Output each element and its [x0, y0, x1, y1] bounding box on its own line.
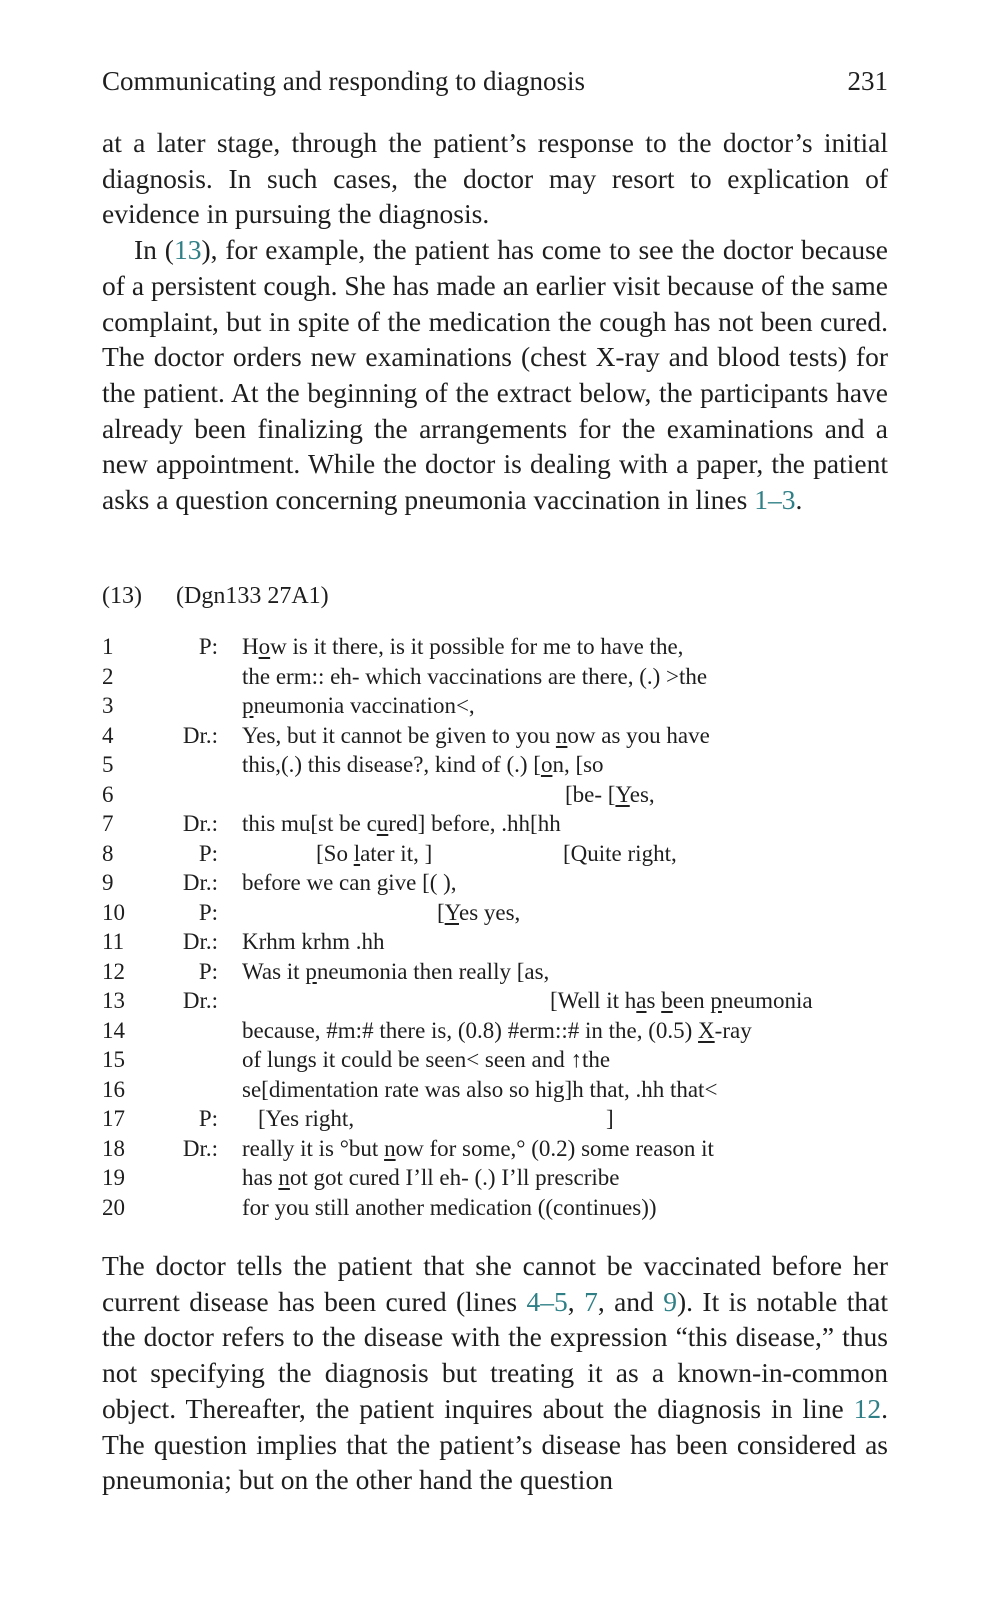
transcript-line — [0, 721, 988, 751]
transcript-line — [0, 780, 988, 810]
speaker-label: P: — [198, 1106, 218, 1131]
utterance: [Yes right, — [258, 1106, 355, 1131]
line-number: 13 — [102, 988, 125, 1013]
transcript-line — [0, 1193, 988, 1223]
utterance: has not got cured I’ll eh- (.) I’ll prescribe — [242, 1165, 620, 1190]
speaker-label: Dr.: — [182, 722, 218, 748]
speaker-label: Dr.: — [182, 988, 218, 1013]
utterance: this,(.) this disease?, kind of (.) [on, [so — [242, 752, 604, 777]
utterance: the erm:: eh- which vaccinations are there, (.) >the — [242, 663, 708, 689]
line-reference-link[interactable]: 12 — [853, 1392, 882, 1424]
utterance: [Quite right, — [563, 840, 677, 866]
transcript-line — [0, 1075, 988, 1105]
running-title: Communicating and responding to diagnosis — [102, 66, 585, 96]
transcript-line — [0, 809, 988, 839]
transcript-line — [0, 1134, 988, 1164]
speaker-label: Dr.: — [182, 870, 218, 895]
speaker-label: Dr.: — [182, 811, 218, 836]
transcript-line — [0, 1045, 988, 1075]
utterance: before we can give [( ), — [242, 870, 457, 895]
line-number: 17 — [102, 1106, 125, 1131]
utterance: of lungs it could be seen< seen and ↑the — [242, 1047, 611, 1072]
utterance: [be- [Yes, — [565, 781, 655, 807]
line-number: 16 — [102, 1076, 125, 1102]
paragraph: The doctor tells the patient that she cannot be vaccinated before her current disease has been cured (lines 4–5, 7, and 9). It is notable that the doctor refers to the disease with the expression “this disease,” thus not specifying the diagnosis but treating it as a known-in-common object. Thereafter, the patient inquires about the diagnosis in line 12. The question implies that the patient’s disease has been considered as pneumonia; but on the other hand the question — [102, 1250, 888, 1496]
line-number: 11 — [102, 929, 125, 954]
intro-paragraphs — [102, 125, 888, 518]
line-number: 18 — [102, 1135, 125, 1161]
line-number: 7 — [102, 811, 114, 836]
line-reference-link[interactable]: 7 — [584, 1285, 598, 1317]
utterance: really it is °but now for some,° (0.2) some reason it — [242, 1135, 714, 1161]
line-number: 2 — [102, 663, 114, 689]
line-number: 6 — [102, 781, 114, 807]
transcript-line — [0, 662, 988, 692]
paragraph: In (13), for example, the patient has come to see the doctor because of a persistent cough. She has made an earlier visit because of the same complaint, but in spite of the medication the cough has not been cured. The doctor orders new examinations (chest X-ray and blood tests) for the patient. At the beginning of the extract below, the participants have already been finalizing the arrangements for the examinations and a new appointment. While the doctor is dealing with a paper, the patient asks a question concerning pneumonia vaccination in lines 1–3. — [102, 234, 889, 516]
line-number: 20 — [102, 1194, 125, 1220]
speaker-label: P: — [198, 899, 218, 925]
utterance: for you still another medication ((continues)) — [242, 1194, 657, 1220]
utterance: Was it pneumonia then really [as, — [242, 958, 550, 984]
transcript-line — [0, 1163, 988, 1193]
utterance: Krhm krhm .hh — [242, 929, 385, 954]
speaker-label: Dr.: — [182, 929, 218, 954]
utterance: Yes, but it cannot be given to you now as you have — [242, 722, 710, 748]
transcript — [0, 632, 988, 1232]
page-number: 231 — [847, 66, 888, 96]
speaker-label: P: — [198, 634, 218, 659]
example-reference-link[interactable]: 13 — [173, 234, 202, 266]
transcript-line — [0, 868, 988, 898]
utterance: [Well it has been pneumonia — [550, 988, 813, 1013]
line-reference-link[interactable]: 4–5 — [526, 1285, 568, 1317]
transcript-line — [0, 691, 988, 721]
transcript-line — [0, 839, 988, 869]
speaker-label: Dr.: — [182, 1135, 218, 1161]
transcript-line — [0, 1016, 988, 1046]
transcript-line — [0, 927, 988, 957]
utterance: because, #m:# there is, (0.8) #erm::# in the, (0.5) X-ray — [242, 1017, 752, 1043]
utterance: [Yes yes, — [437, 899, 521, 925]
line-number: 15 — [102, 1047, 125, 1072]
line-number: 1 — [102, 634, 114, 659]
transcript-line — [0, 898, 988, 928]
utterance: pneumonia vaccination<, — [242, 693, 475, 718]
line-number: 3 — [102, 693, 114, 718]
utterance: How is it there, is it possible for me to have the, — [242, 634, 684, 659]
line-number: 12 — [102, 958, 125, 984]
line-reference-link[interactable]: 9 — [663, 1285, 677, 1317]
example-code: (Dgn133 27A1) — [176, 583, 329, 609]
line-number: 10 — [102, 899, 125, 925]
transcript-line — [0, 632, 988, 662]
transcript-line — [0, 957, 988, 987]
line-reference-link[interactable]: 1–3 — [754, 484, 796, 516]
utterance: [So later it, ] — [316, 840, 433, 866]
speaker-label: P: — [198, 840, 218, 866]
line-number: 9 — [102, 870, 114, 895]
transcript-line — [0, 986, 988, 1016]
line-number: 19 — [102, 1165, 125, 1190]
utterance: this mu[st be cured] before, .hh[hh — [242, 811, 561, 836]
line-number: 14 — [102, 1017, 125, 1043]
line-number: 8 — [102, 840, 114, 866]
transcript-line — [0, 750, 988, 780]
utterance: ] — [606, 1106, 614, 1131]
speaker-label: P: — [198, 958, 218, 984]
line-number: 4 — [102, 722, 114, 748]
transcript-line — [0, 1104, 988, 1134]
example-number: (13) — [102, 583, 142, 609]
discussion-paragraph — [102, 1248, 888, 1498]
line-number: 5 — [102, 752, 114, 777]
utterance: se[dimentation rate was also so hig]h that, .hh that< — [242, 1076, 718, 1102]
paragraph: at a later stage, through the patient’s response to the doctor’s initial diagnosis. In such cases, the doctor may resort to explication of evidence in pursuing the diagnosis. — [102, 127, 888, 230]
